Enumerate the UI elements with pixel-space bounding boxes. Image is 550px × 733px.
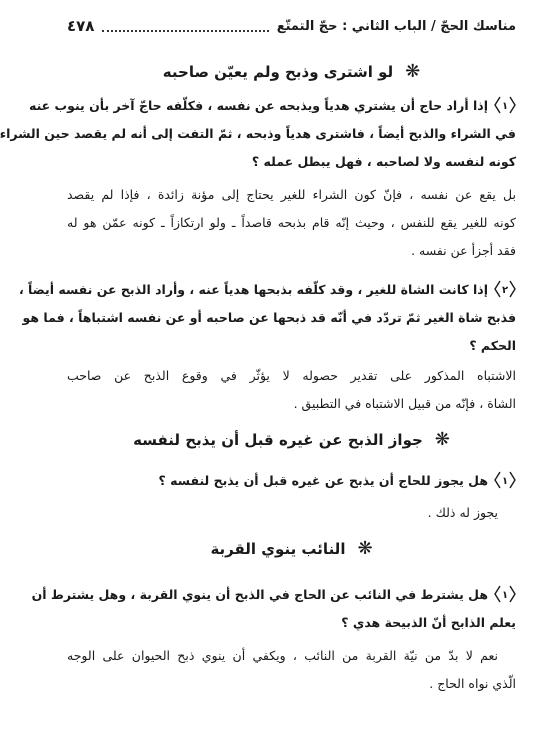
answer-block xyxy=(67,642,516,698)
question-bracket-icon xyxy=(494,280,516,298)
section-heading: ❋ جواز الذبح عن غيره قبل أن يذبح لنفسه xyxy=(133,429,450,450)
answer-block xyxy=(67,181,516,265)
svg-text:١: ١ xyxy=(501,101,509,112)
svg-text:٢: ٢ xyxy=(501,285,509,296)
answer-line: كونه للغير يقع للنفس ، وحيث إنّه قام بذبحه قاصداً ـ ولو ارتكازاً ـ كونه عمّن هو له xyxy=(67,215,516,230)
question-line: فذبح شاة الغير ثمّ تردّد في أنّه قد ذبحها عن صاحبه أو عن نفسه اشتباهاً ، فما هو xyxy=(22,310,516,325)
question-line: إذا كانت الشاة للغير ، وقد كلّفه بذبحها هدياً عنه ، وأراد الذبح عن نفسه أيضاً ، xyxy=(18,282,488,297)
answer-block xyxy=(67,499,516,527)
section-star-icon: ❋ xyxy=(405,61,421,82)
question-line: هل يشترط في النائب عن الحاج في الذبح أن ينوي القربة ، وهل يشترط أن xyxy=(31,587,488,602)
answer-block xyxy=(67,362,516,418)
question-line: في الشراء والذبح أيضاً ، فاشترى هدياً وذبحه ، ثمّ التفت إلى أنه لم يقصد حين الشراء xyxy=(0,126,516,141)
section-star-icon: ❋ xyxy=(434,429,450,450)
question-line: كونه لنفسه ولا لصاحبه ، فهل يبطل عمله ؟ xyxy=(251,154,516,169)
svg-text:١: ١ xyxy=(501,476,509,487)
question-block xyxy=(18,276,516,360)
question-block xyxy=(67,467,516,495)
svg-text:١: ١ xyxy=(501,590,509,601)
section-heading: ❋ النائب ينوي القربة xyxy=(210,538,373,559)
section-heading: ❋ لو اشترى وذبح ولم يعيّن صاحبه xyxy=(162,61,421,82)
question-bracket-icon xyxy=(494,585,516,603)
question-bracket-icon xyxy=(494,96,516,114)
question-line: إذا أراد حاج أن يشتري هدياً ويذبحه عن نفسه ، فكلّفه حاجّ آخر بأن ينوب عنه xyxy=(28,98,488,113)
answer-line: الشاة ، فإنّه من قبيل الاشتباه في التطبيق . xyxy=(293,396,516,411)
question-line: الحكم ؟ xyxy=(469,338,516,353)
question-line: يعلم الذابح أنّ الذبيحة هدي ؟ xyxy=(341,615,516,630)
section-star-icon: ❋ xyxy=(357,538,373,559)
page-header xyxy=(67,14,516,38)
question-block xyxy=(31,581,516,637)
answer-line: الّذي نواه الحاج . xyxy=(429,676,516,691)
question-bracket-icon xyxy=(494,471,516,489)
question-block xyxy=(0,92,516,176)
answer-line: يجوز له ذلك . xyxy=(427,505,498,520)
dotted-leader xyxy=(102,20,268,32)
answer-line: فقد أجزأ عن نفسه . xyxy=(411,243,516,258)
question-line: هل يجوز للحاج أن يذبح عن غيره قبل أن يذبح لنفسه ؟ xyxy=(158,473,488,488)
page-number: ٤٧٨ xyxy=(67,17,95,35)
answer-line: نعم لا بدّ من نيّة القربة من النائب ، ويكفي أن ينوي ذبح الحيوان على الوجه xyxy=(67,648,498,663)
answer-line: بل يقع عن نفسه ، فإنّ كون الشراء للغير يحتاج إلى مؤنة زائدة ، فإذا لم يقصد xyxy=(67,187,516,202)
running-title: مناسك الحجّ / الباب الثاني : حجّ التمتّع xyxy=(276,18,516,34)
answer-line: الاشتباه المذكور على تقدير حصوله لا يؤثّر في وقوع الذبح عن صاحب xyxy=(67,368,516,383)
